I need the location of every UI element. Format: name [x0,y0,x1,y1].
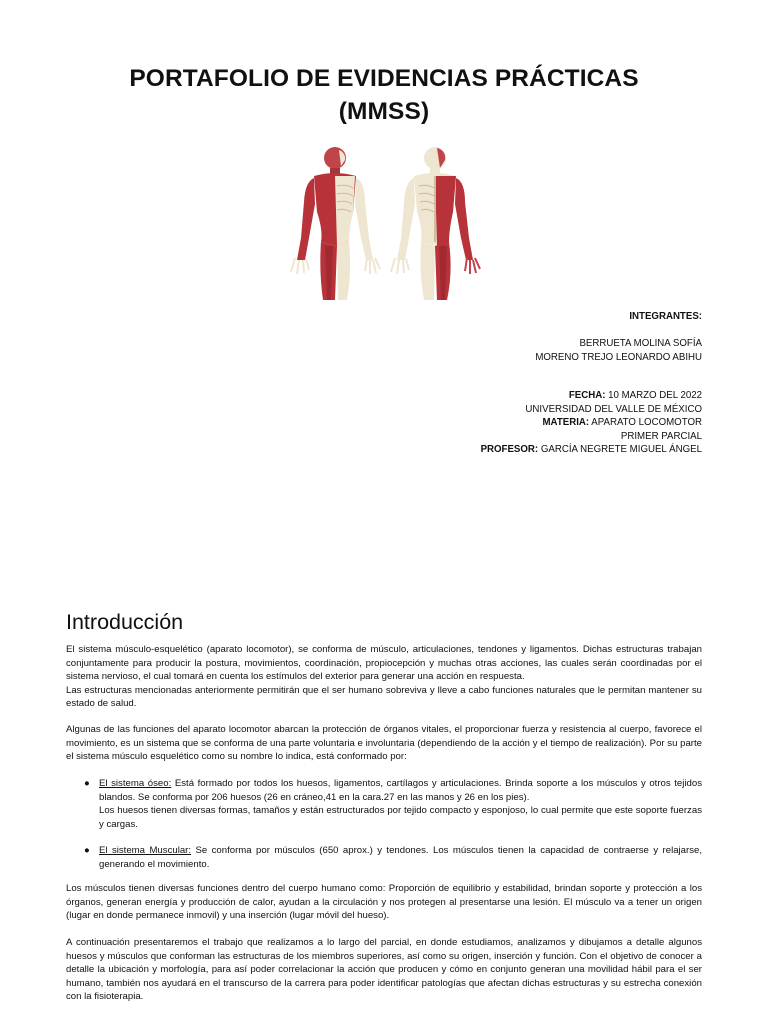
integrantes-label: INTEGRANTES: [629,311,702,322]
list-item [84,777,702,831]
paragraph-1-part-1: El sistema músculo-esquelético (aparato locomotor), se conforma de músculo, articulaciones, tendones y ligamentos. Dichas estructuras trabajan conjuntamente para producir la postura, movimientos, coordinación, propiocepción y muchas otras acciones, las cuales serán coordinadas por el sistema nervioso, el cual tomará en cuenta los estímulos del exterior para generar una acción en respuesta. [66,644,702,682]
profesor-value: GARCÍA NEGRETE MIGUEL ÁNGEL [540,444,702,455]
member-name: MORENO TREJO LEONARDO ABIHU [535,351,702,363]
universidad: UNIVERSIDAD DEL VALLE DE MÉXICO [525,403,702,415]
fecha-label: FECHA: [568,390,606,401]
member-name: BERRUETA MOLINA SOFÍA [579,338,702,349]
paragraph-4: A continuación presentaremos el trabajo que realizamos a lo largo del parcial, en donde estudiamos, analizamos y dibujamos a detalle algunos huesos y músculos que conforman las estructuras de los miembros superiores, así como su origen, inserción y función. Con el objetivo de conocer a detalle la ubicación y morfología, para así poder correlacionar la acción que producen y cómo en conjunto generan una movilidad hábil para el ser humano, también nos ayudará en el transcurso de la carrera para poder identificar patologías que afectan dichas estructuras y su estrecha conexión con la fisioterapia. [66,937,702,1002]
document-title [0,62,768,128]
profesor-line [481,443,702,457]
list-item-term: El sistema óseo: [99,778,172,789]
bullet-dot-icon: ● [84,845,90,856]
info-block [481,389,702,457]
integrantes-block [535,310,702,364]
paragraph-1 [66,643,702,711]
front-figure [291,147,380,300]
title-line-2: (MMSS) [338,98,430,125]
materia-label: MATERIA: [542,417,590,428]
bullet-dot-icon: ● [84,778,90,789]
materia-line [481,416,702,430]
list-item-term: El sistema Muscular: [99,845,192,856]
anatomy-illustration [277,142,493,300]
profesor-label: PROFESOR: [480,444,539,455]
back-figure [391,147,480,300]
list-item-extra: Los huesos tienen diversas formas, tamaños y están estructurados por tejido compacto y esponjoso, lo cual permite que este soporte fuerzas y cargas. [99,805,702,830]
list-item-body: Está formado por todos los huesos, ligamentos, cartílagos y articulaciones. Brinda soporte a los músculos y otros tejidos blandos. Se conforma por 206 huesos (26 en cráneo,41 en la cara.27 en las manos y 26 en los pies). [99,778,702,803]
list-item-text [99,777,702,831]
parcial: PRIMER PARCIAL [620,430,702,442]
section-heading: Introducción [66,610,184,634]
title-line-1: PORTAFOLIO DE EVIDENCIAS PRÁCTICAS [129,65,639,92]
paragraph-3: Los músculos tienen diversas funciones dentro del cuerpo humano como: Proporción de equilibrio y estabilidad, brindan soporte y protección a los órganos, generan energía y producción de calor, ayudan a la circulación y nos protegen al presentarse una lesión. El músculo va a tener un origen (lugar en donde permanece inmovil) y una inserción (lugar móvil del hueso). [66,883,702,921]
fecha-value: 10 MARZO DEL 2022 [608,390,702,401]
paragraph-1-part-2: Las estructuras mencionadas anteriormente permitirán que el ser humano sobreviva y lleve a cabo funciones naturales que le permitan mantener su estado de salud. [66,684,702,709]
list-item-text [99,844,702,871]
list-item-body: Se conforma por músculos (650 aprox.) y tendones. Los músculos tienen la capacidad de contraerse y relajarse, generando el movimiento. [99,845,702,870]
list-item [84,844,702,871]
materia-value: APARATO LOCOMOTOR [591,417,702,428]
fecha-line [481,389,702,403]
paragraph-2: Algunas de las funciones del aparato locomotor abarcan la protección de órganos vitales, el proporcionar fuerza y resistencia al cuerpo, favorece el movimiento, es un sistema que se conforma de una parte voluntaria e involuntaria (dependiendo de la acción y el tiempo de realización). Por su parte el sistema músculo esquelético como su nombre lo indica, está conformado por: [66,724,702,762]
